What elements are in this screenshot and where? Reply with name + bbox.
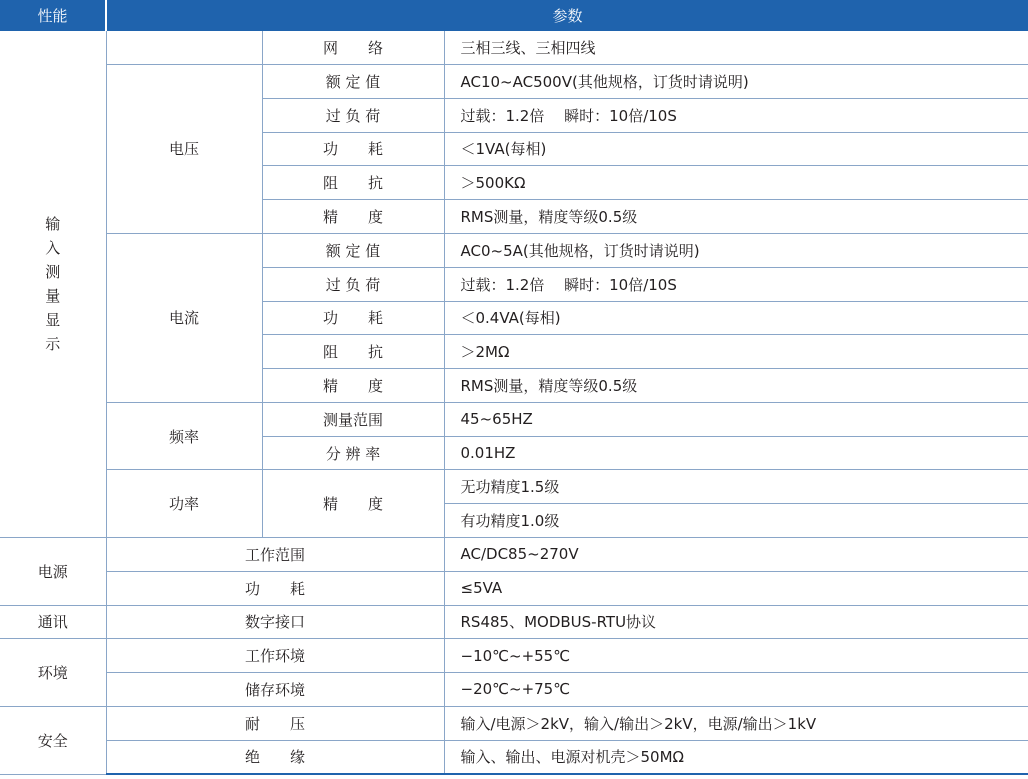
item-value: RMS测量，精度等级0.5级 <box>444 200 1028 234</box>
item-value: 输入/电源＞2kV，输入/输出＞2kV，电源/输出＞1kV <box>444 706 1028 740</box>
item-value: 45~65HZ <box>444 402 1028 436</box>
item-label: 阻 抗 <box>262 335 444 369</box>
table-row <box>0 740 1028 774</box>
header-parameters: 参数 <box>106 1 1028 31</box>
value-network: 三相三线、三相四线 <box>444 31 1028 65</box>
table-row <box>0 233 1028 267</box>
item-label: 耐 压 <box>106 706 444 740</box>
item-value: RMS测量，精度等级0.5级 <box>444 369 1028 403</box>
item-label: 绝 缘 <box>106 740 444 774</box>
item-value: 有功精度1.0级 <box>444 504 1028 538</box>
item-value: 输入、输出、电源对机壳＞50MΩ <box>444 740 1028 774</box>
subgroup-power: 功率 <box>106 470 262 538</box>
item-label: 数字接口 <box>106 605 444 639</box>
item-label: 功 耗 <box>262 132 444 166</box>
category-env: 环境 <box>0 639 106 707</box>
item-value: ＜0.4VA(每相) <box>444 301 1028 335</box>
table-row <box>0 31 1028 65</box>
subgroup-frequency: 频率 <box>106 402 262 470</box>
item-value: 0.01HZ <box>444 436 1028 470</box>
table-row <box>0 470 1028 504</box>
item-network: 网 络 <box>262 31 444 65</box>
item-label: 额 定 值 <box>262 233 444 267</box>
item-label: 额 定 值 <box>262 65 444 99</box>
table-row <box>0 402 1028 436</box>
item-label: 过 负 荷 <box>262 98 444 132</box>
item-value: −10℃~+55℃ <box>444 639 1028 673</box>
item-label: 测量范围 <box>262 402 444 436</box>
subgroup-voltage: 电压 <box>106 65 262 234</box>
item-value: ＞2MΩ <box>444 335 1028 369</box>
subgroup-current: 电流 <box>106 233 262 402</box>
item-value: AC0~5A(其他规格，订货时请说明) <box>444 233 1028 267</box>
table-row <box>0 605 1028 639</box>
table-row <box>0 571 1028 605</box>
header-row <box>0 1 1028 31</box>
item-label: 精 度 <box>262 470 444 538</box>
table-row <box>0 639 1028 673</box>
item-label: 工作范围 <box>106 537 444 571</box>
item-value: ＞500KΩ <box>444 166 1028 200</box>
category-safety: 安全 <box>0 706 106 774</box>
category-comm: 通讯 <box>0 605 106 639</box>
item-label: 工作环境 <box>106 639 444 673</box>
category-measure-label: 输入测量显示 <box>45 215 61 354</box>
item-label: 阻 抗 <box>262 166 444 200</box>
table-row <box>0 65 1028 99</box>
item-value: AC/DC85~270V <box>444 537 1028 571</box>
item-label: 功 耗 <box>106 571 444 605</box>
header-performance: 性能 <box>0 1 106 31</box>
item-value: ＜1VA(每相) <box>444 132 1028 166</box>
item-label: 精 度 <box>262 369 444 403</box>
item-value: 无功精度1.5级 <box>444 470 1028 504</box>
item-label: 功 耗 <box>262 301 444 335</box>
item-label: 分 辨 率 <box>262 436 444 470</box>
item-value: −20℃~+75℃ <box>444 673 1028 707</box>
table-row <box>0 706 1028 740</box>
item-value: 过载：1.2倍 瞬时：10倍/10S <box>444 267 1028 301</box>
item-value: ≤5VA <box>444 571 1028 605</box>
item-value: RS485、MODBUS-RTU协议 <box>444 605 1028 639</box>
category-measure <box>0 31 106 538</box>
item-value: 过载：1.2倍 瞬时：10倍/10S <box>444 98 1028 132</box>
category-supply: 电源 <box>0 537 106 605</box>
item-value: AC10~AC500V(其他规格，订货时请说明) <box>444 65 1028 99</box>
item-label: 过 负 荷 <box>262 267 444 301</box>
subgroup-empty <box>106 31 262 65</box>
item-label: 精 度 <box>262 200 444 234</box>
table-row <box>0 537 1028 571</box>
table-row <box>0 673 1028 707</box>
item-label: 储存环境 <box>106 673 444 707</box>
